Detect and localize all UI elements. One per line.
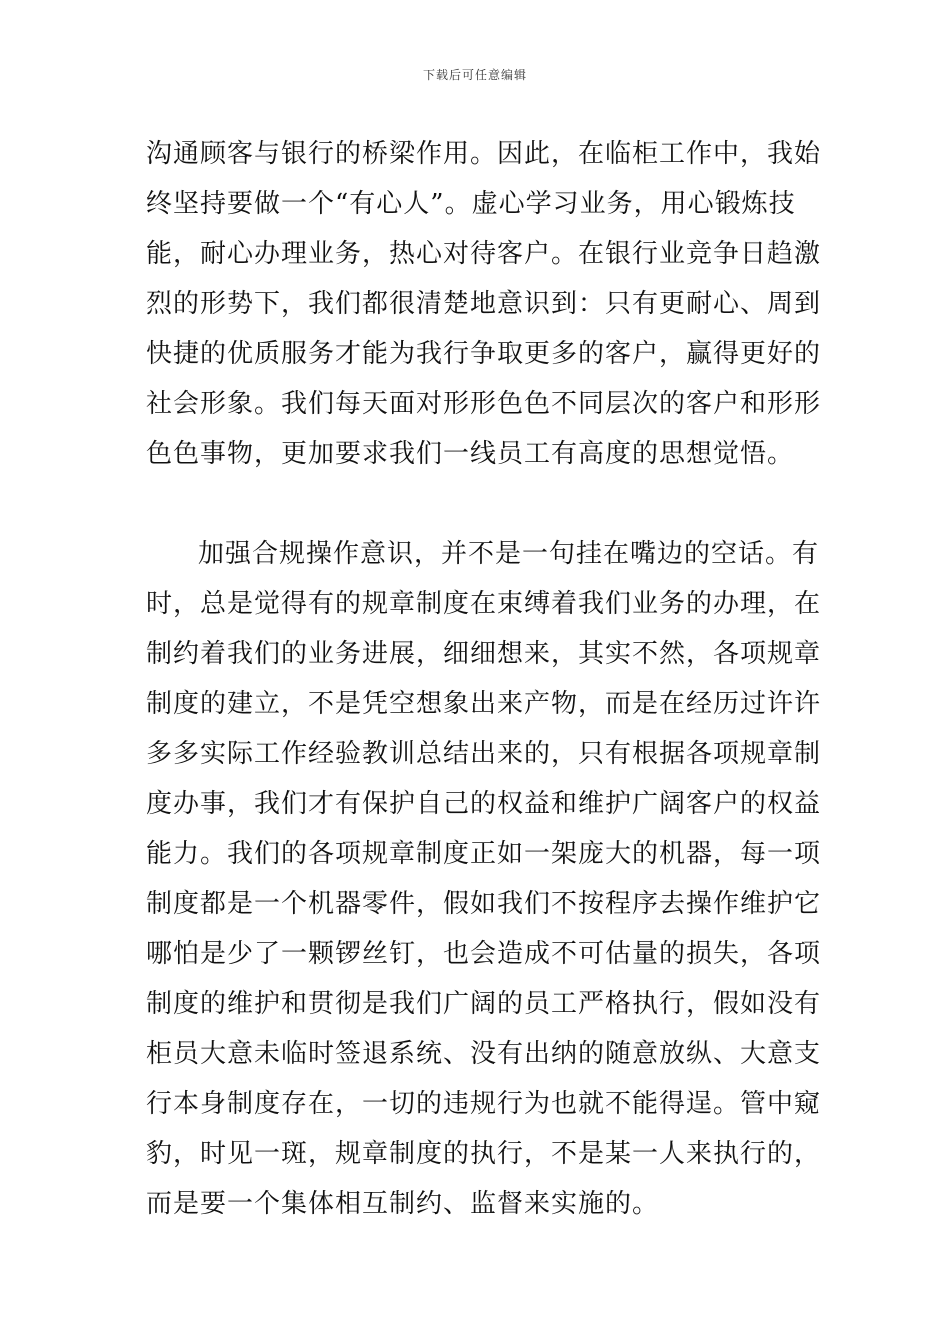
paragraph-line: 制度的维护和贯彻是我们广阔的员工严格执行，假如没有 bbox=[146, 989, 822, 1019]
paragraph-line: 行本身制度存在，一切的违规行为也就不能得逞。管中窥 bbox=[146, 1089, 822, 1119]
paragraph-line: 哪怕是少了一颗锣丝钉，也会造成不可估量的损失，各项 bbox=[146, 939, 822, 969]
paragraph-line: 沟通顾客与银行的桥梁作用。因此，在临柜工作中，我始 bbox=[146, 139, 822, 169]
paragraph-line: 时，总是觉得有的规章制度在束缚着我们业务的办理，在 bbox=[146, 589, 822, 619]
paragraph-line: 而是要一个集体相互制约、监督来实施的。 bbox=[146, 1189, 660, 1219]
paragraph-line: 社会形象。我们每天面对形形色色不同层次的客户和形形 bbox=[146, 389, 822, 419]
paragraph-line: 制度都是一个机器零件，假如我们不按程序去操作维护它 bbox=[146, 889, 822, 919]
page-header-note: 下载后可任意编辑 bbox=[422, 68, 527, 82]
paragraph-line: 制约着我们的业务进展，细细想来，其实不然，各项规章 bbox=[146, 639, 822, 669]
paragraph-line: 色色事物，更加要求我们一线员工有高度的思想觉悟。 bbox=[146, 439, 795, 469]
paragraph-line: 能，耐心办理业务，热心对待客户。在银行业竞争日趋激 bbox=[146, 239, 822, 269]
paragraph-line: 多多实际工作经验教训总结出来的，只有根据各项规章制 bbox=[146, 739, 822, 769]
paragraph-line: 终坚持要做一个“有心人”。虚心学习业务，用心锻炼技 bbox=[146, 189, 796, 219]
paragraph-line: 豹，时见一斑，规章制度的执行，不是某一人来执行的， bbox=[146, 1139, 822, 1169]
paragraph-line: 度办事，我们才有保护自己的权益和维护广阔客户的权益 bbox=[146, 789, 822, 819]
paragraph-line: 柜员大意未临时签退系统、没有出纳的随意放纵、大意支 bbox=[146, 1039, 822, 1069]
paragraph-first-line: 加强合规操作意识，并不是一句挂在嘴边的空话。有 bbox=[198, 539, 820, 569]
paragraph-line: 快捷的优质服务才能为我行争取更多的客户，赢得更好的 bbox=[146, 339, 822, 369]
paragraph-line: 制度的建立，不是凭空想象出来产物，而是在经历过许许 bbox=[146, 689, 822, 719]
paragraph-line: 能力。我们的各项规章制度正如一架庞大的机器，每一项 bbox=[146, 839, 822, 869]
paragraph-2 bbox=[146, 529, 822, 1229]
paragraph-line: 烈的形势下，我们都很清楚地意识到：只有更耐心、周到 bbox=[146, 289, 822, 319]
paragraph-1 bbox=[146, 129, 822, 479]
